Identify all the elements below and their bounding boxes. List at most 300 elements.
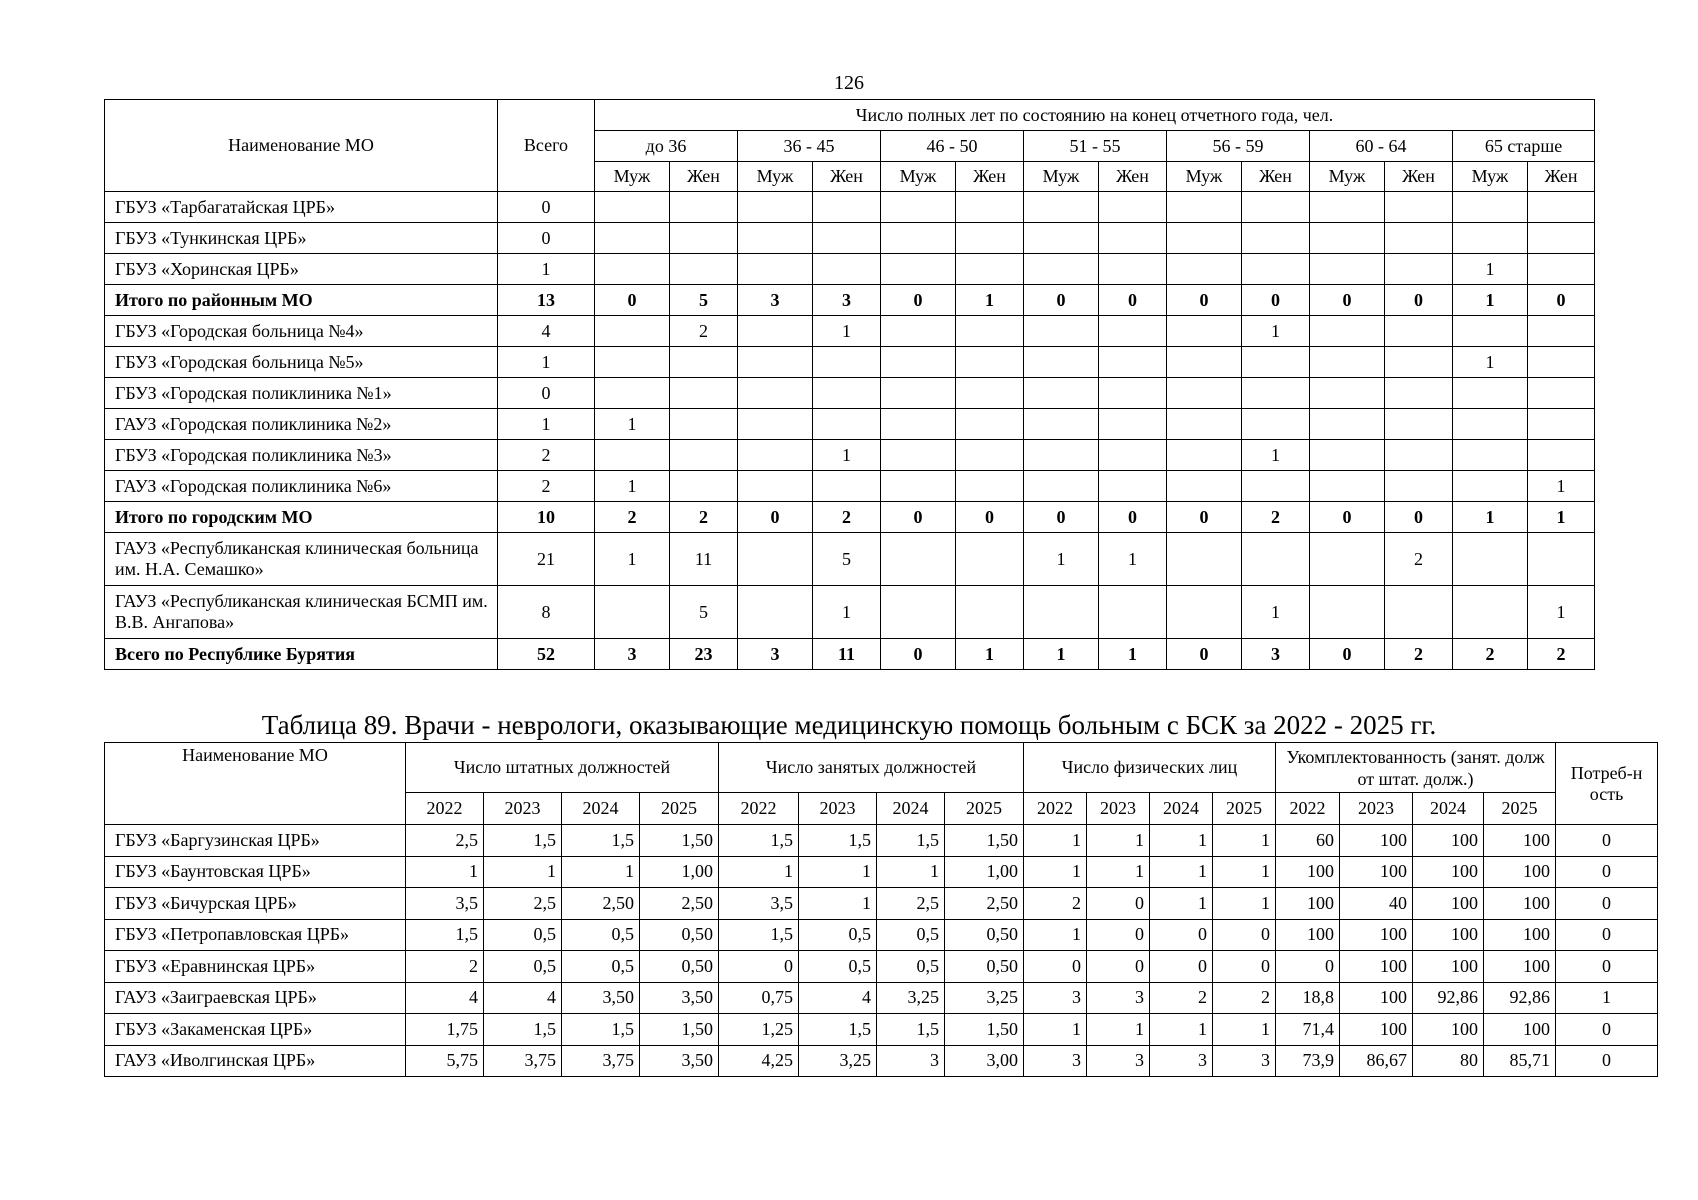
table-cell xyxy=(595,223,670,254)
table-cell xyxy=(881,223,956,254)
table-row xyxy=(105,888,1658,920)
table-cell: 1,50 xyxy=(640,1014,719,1046)
table-cell: 3 xyxy=(1024,1045,1087,1077)
col-header-male: Муж xyxy=(1024,162,1099,192)
table-cell xyxy=(1099,440,1167,471)
col-header-male: Муж xyxy=(595,162,670,192)
table-cell: 0 xyxy=(1213,919,1276,951)
table-cell: 0,50 xyxy=(640,951,719,983)
row-name: ГБУЗ «Городская поликлиника №1» xyxy=(105,378,498,409)
table-cell xyxy=(738,223,813,254)
table-cell xyxy=(1528,254,1595,285)
table-cell xyxy=(1528,223,1595,254)
table-cell: 4 xyxy=(406,982,484,1014)
table-cell: 0,5 xyxy=(562,951,640,983)
table-cell xyxy=(738,586,813,639)
table-cell xyxy=(1453,378,1528,409)
table-cell: 1 xyxy=(1453,347,1528,378)
table-cell: 1 xyxy=(1099,639,1167,670)
table-cell: 1 xyxy=(595,471,670,502)
table-cell xyxy=(813,378,881,409)
table-cell xyxy=(1310,254,1385,285)
table-cell xyxy=(1242,254,1310,285)
table-cell xyxy=(1385,347,1453,378)
table-cell: 1,5 xyxy=(877,1014,945,1046)
table-cell xyxy=(1453,586,1528,639)
table-cell: 0 xyxy=(1310,502,1385,533)
table-cell: 100 xyxy=(1413,888,1484,920)
table-row xyxy=(105,586,1595,639)
table-cell: 1 xyxy=(1213,888,1276,920)
col-header-total: Всего xyxy=(498,100,595,192)
table-cell: 1 xyxy=(719,856,799,888)
table-cell xyxy=(1242,192,1310,223)
table-cell: 1 xyxy=(1087,856,1150,888)
row-name: Итого по районным МО xyxy=(105,285,498,316)
col-header-male: Муж xyxy=(1310,162,1385,192)
table-cell: 0,5 xyxy=(877,919,945,951)
table-cell xyxy=(1024,316,1099,347)
table-cell xyxy=(1167,440,1242,471)
table-cell xyxy=(595,347,670,378)
table-cell: 60 xyxy=(1276,825,1340,857)
table-cell xyxy=(813,223,881,254)
col-header-female: Жен xyxy=(670,162,738,192)
table-cell xyxy=(956,192,1024,223)
table-cell: 0 xyxy=(1087,888,1150,920)
table-cell xyxy=(881,471,956,502)
table-cell: 2,50 xyxy=(640,888,719,920)
row-need: 1 xyxy=(1556,982,1658,1014)
col-header-age-range: 36 - 45 xyxy=(738,131,881,162)
table-cell: 1,5 xyxy=(484,825,562,857)
table-cell: 1 xyxy=(877,856,945,888)
table-cell: 1 xyxy=(406,856,484,888)
table-cell: 3,5 xyxy=(406,888,484,920)
row-name: Всего по Республике Бурятия xyxy=(105,639,498,670)
table-cell xyxy=(670,471,738,502)
table-row xyxy=(105,378,1595,409)
table-cell xyxy=(670,347,738,378)
table-cell xyxy=(1453,409,1528,440)
table-cell: 3,5 xyxy=(719,888,799,920)
table-cell: 1 xyxy=(1024,533,1099,586)
table-cell xyxy=(881,440,956,471)
table-cell xyxy=(1167,223,1242,254)
col-header-age-group: Число полных лет по состоянию на конец отчетного года, чел. xyxy=(595,100,1595,131)
table-cell: 0 xyxy=(1310,285,1385,316)
col-header-group: Число занятых должностей xyxy=(719,743,1024,793)
table-cell xyxy=(1453,223,1528,254)
table-cell: 1 xyxy=(799,888,877,920)
table-row xyxy=(105,440,1595,471)
table-cell xyxy=(1528,347,1595,378)
row-total: 10 xyxy=(498,502,595,533)
table-cell: 100 xyxy=(1276,919,1340,951)
row-name: ГАУЗ «Заиграевская ЦРБ» xyxy=(105,982,406,1014)
table-cell: 2 xyxy=(1385,639,1453,670)
table-cell: 3 xyxy=(813,285,881,316)
table-cell: 0 xyxy=(881,639,956,670)
table-cell: 1,00 xyxy=(945,856,1024,888)
row-total: 8 xyxy=(498,586,595,639)
table-cell xyxy=(670,254,738,285)
table-cell xyxy=(956,409,1024,440)
col-header-year: 2025 xyxy=(1213,793,1276,825)
table-cell xyxy=(1453,533,1528,586)
table-cell: 0 xyxy=(1385,502,1453,533)
col-header-year: 2022 xyxy=(406,793,484,825)
row-need: 0 xyxy=(1556,888,1658,920)
table-cell xyxy=(1099,347,1167,378)
table-cell: 40 xyxy=(1340,888,1413,920)
table-cell: 0,5 xyxy=(799,919,877,951)
table-cell: 0,50 xyxy=(640,919,719,951)
table-cell xyxy=(881,378,956,409)
col-header-year: 2024 xyxy=(562,793,640,825)
table-cell: 1 xyxy=(956,285,1024,316)
col-header-year: 2024 xyxy=(1413,793,1484,825)
table-cell xyxy=(1099,471,1167,502)
table-cell: 3 xyxy=(1024,982,1087,1014)
table-cell xyxy=(1528,440,1595,471)
table-cell: 1 xyxy=(1087,825,1150,857)
table-cell: 100 xyxy=(1413,825,1484,857)
table-cell: 2,5 xyxy=(484,888,562,920)
table-cell xyxy=(595,254,670,285)
row-name: ГАУЗ «Городская поликлиника №6» xyxy=(105,471,498,502)
table-cell xyxy=(1242,378,1310,409)
table-cell xyxy=(595,378,670,409)
row-name: ГБУЗ «Городская поликлиника №3» xyxy=(105,440,498,471)
table-cell: 2 xyxy=(670,502,738,533)
col-header-year: 2025 xyxy=(1484,793,1556,825)
table-cell: 3,25 xyxy=(877,982,945,1014)
table-cell: 1,50 xyxy=(945,825,1024,857)
table-cell: 2,5 xyxy=(406,825,484,857)
table-cell xyxy=(956,347,1024,378)
table-cell: 0 xyxy=(1167,639,1242,670)
table-cell: 73,9 xyxy=(1276,1045,1340,1077)
table-cell: 2 xyxy=(595,502,670,533)
table-cell: 80 xyxy=(1413,1045,1484,1077)
table-cell: 1 xyxy=(1453,502,1528,533)
col-header-year: 2022 xyxy=(1276,793,1340,825)
table-cell: 100 xyxy=(1484,825,1556,857)
table-cell xyxy=(881,347,956,378)
table-cell: 5 xyxy=(670,586,738,639)
table-cell: 1,5 xyxy=(484,1014,562,1046)
table-cell: 1,75 xyxy=(406,1014,484,1046)
table-cell xyxy=(956,440,1024,471)
table-cell xyxy=(1385,254,1453,285)
table-cell: 4,25 xyxy=(719,1045,799,1077)
table-cell: 5 xyxy=(813,533,881,586)
table-cell: 1 xyxy=(813,440,881,471)
table-cell xyxy=(595,192,670,223)
row-name: ГБУЗ «Городская больница №5» xyxy=(105,347,498,378)
row-need: 0 xyxy=(1556,1045,1658,1077)
table-cell xyxy=(670,409,738,440)
table-row xyxy=(105,192,1595,223)
row-need: 0 xyxy=(1556,951,1658,983)
table-cell: 0 xyxy=(738,502,813,533)
table-row xyxy=(105,316,1595,347)
col-header-year: 2023 xyxy=(1087,793,1150,825)
table-cell xyxy=(1453,440,1528,471)
table-cell: 0,50 xyxy=(945,951,1024,983)
table-cell xyxy=(956,586,1024,639)
table-cell xyxy=(1242,347,1310,378)
table-cell xyxy=(670,192,738,223)
table-cell: 3 xyxy=(595,639,670,670)
row-name: ГАУЗ «Иволгинская ЦРБ» xyxy=(105,1045,406,1077)
table-cell xyxy=(1167,378,1242,409)
table-cell xyxy=(1099,316,1167,347)
age-distribution-table xyxy=(104,99,1595,670)
table-cell xyxy=(1385,316,1453,347)
col-header-year: 2022 xyxy=(1024,793,1087,825)
table-cell: 0 xyxy=(1310,639,1385,670)
table-cell: 0 xyxy=(595,285,670,316)
row-name: ГБУЗ «Бичурская ЦРБ» xyxy=(105,888,406,920)
row-need: 0 xyxy=(1556,825,1658,857)
table-cell: 0,5 xyxy=(484,919,562,951)
table-cell: 3,75 xyxy=(562,1045,640,1077)
table-cell: 3 xyxy=(1150,1045,1213,1077)
table-cell: 1 xyxy=(813,316,881,347)
table-cell xyxy=(1385,471,1453,502)
table-cell: 1 xyxy=(562,856,640,888)
table-cell xyxy=(1385,409,1453,440)
table-cell: 100 xyxy=(1340,825,1413,857)
table-row xyxy=(105,825,1658,857)
table-cell xyxy=(1453,316,1528,347)
table-cell xyxy=(1099,409,1167,440)
table-cell xyxy=(1453,192,1528,223)
table-cell xyxy=(1024,378,1099,409)
table-cell: 1 xyxy=(1213,856,1276,888)
col-header-female: Жен xyxy=(1528,162,1595,192)
row-total: 0 xyxy=(498,192,595,223)
table-cell xyxy=(1099,223,1167,254)
table-cell: 100 xyxy=(1276,856,1340,888)
table-cell xyxy=(1310,223,1385,254)
table-cell: 1 xyxy=(1087,1014,1150,1046)
col-header-age-range: до 36 xyxy=(595,131,738,162)
table-cell xyxy=(1310,192,1385,223)
table-cell: 11 xyxy=(813,639,881,670)
table-cell xyxy=(1310,347,1385,378)
table-cell: 1 xyxy=(1024,856,1087,888)
table-cell: 1 xyxy=(1150,856,1213,888)
table-cell xyxy=(1024,586,1099,639)
table-cell: 1 xyxy=(1453,285,1528,316)
table-cell xyxy=(1310,533,1385,586)
table-cell: 1 xyxy=(813,586,881,639)
table-cell xyxy=(881,254,956,285)
table-cell: 2,50 xyxy=(562,888,640,920)
table-cell: 3,50 xyxy=(640,982,719,1014)
row-name: Итого по городским МО xyxy=(105,502,498,533)
table-cell: 1,5 xyxy=(877,825,945,857)
table-cell: 100 xyxy=(1413,951,1484,983)
table-cell xyxy=(1024,223,1099,254)
table-cell: 1 xyxy=(1024,639,1099,670)
row-name: ГБУЗ «Закаменская ЦРБ» xyxy=(105,1014,406,1046)
table-cell: 0,5 xyxy=(484,951,562,983)
col-header-male: Муж xyxy=(738,162,813,192)
table-cell: 1 xyxy=(1150,888,1213,920)
row-name: ГБУЗ «Баунтовская ЦРБ» xyxy=(105,856,406,888)
table-cell: 4 xyxy=(484,982,562,1014)
table-cell xyxy=(956,533,1024,586)
table-cell xyxy=(813,347,881,378)
row-need: 0 xyxy=(1556,1014,1658,1046)
row-total: 1 xyxy=(498,409,595,440)
table-cell: 0 xyxy=(1167,502,1242,533)
table-cell xyxy=(1099,192,1167,223)
row-name: ГБУЗ «Петропавловская ЦРБ» xyxy=(105,919,406,951)
col-header-group: Число физических лиц xyxy=(1024,743,1276,793)
table-row xyxy=(105,1014,1658,1046)
col-header-year: 2023 xyxy=(1340,793,1413,825)
table-cell xyxy=(738,533,813,586)
table-cell xyxy=(813,409,881,440)
table-cell: 0 xyxy=(1385,285,1453,316)
table-cell: 0 xyxy=(881,285,956,316)
table-cell xyxy=(1024,409,1099,440)
table-cell: 100 xyxy=(1340,919,1413,951)
table-cell xyxy=(1310,440,1385,471)
row-total: 52 xyxy=(498,639,595,670)
col-header-age-range: 65 старше xyxy=(1453,131,1595,162)
table-cell xyxy=(1310,586,1385,639)
table-cell xyxy=(813,192,881,223)
table-cell: 1,25 xyxy=(719,1014,799,1046)
table-cell: 1 xyxy=(1242,316,1310,347)
table-cell: 100 xyxy=(1340,951,1413,983)
table-cell xyxy=(1167,533,1242,586)
table-cell: 3 xyxy=(1242,639,1310,670)
col-header-female: Жен xyxy=(813,162,881,192)
table-cell: 3,50 xyxy=(640,1045,719,1077)
table-cell: 0 xyxy=(1528,285,1595,316)
col-header-year: 2023 xyxy=(484,793,562,825)
col-header-female: Жен xyxy=(1385,162,1453,192)
table-row xyxy=(105,502,1595,533)
table-cell xyxy=(881,533,956,586)
table-cell xyxy=(670,223,738,254)
table-cell xyxy=(1242,533,1310,586)
table-row xyxy=(105,254,1595,285)
col-header-female: Жен xyxy=(1242,162,1310,192)
table-row xyxy=(105,409,1595,440)
table-row xyxy=(105,639,1595,670)
table-cell: 100 xyxy=(1484,856,1556,888)
table-cell xyxy=(813,254,881,285)
table-cell: 0 xyxy=(1024,285,1099,316)
table-cell xyxy=(881,586,956,639)
table-cell: 71,4 xyxy=(1276,1014,1340,1046)
row-total: 0 xyxy=(498,223,595,254)
table-cell: 0 xyxy=(1213,951,1276,983)
table-cell: 1,00 xyxy=(640,856,719,888)
table-cell xyxy=(1024,471,1099,502)
table-cell xyxy=(595,586,670,639)
table-cell: 1 xyxy=(1453,254,1528,285)
table-cell xyxy=(881,316,956,347)
row-name: ГБУЗ «Тункинская ЦРБ» xyxy=(105,223,498,254)
table-cell xyxy=(1024,347,1099,378)
table-row xyxy=(105,1045,1658,1077)
row-total: 13 xyxy=(498,285,595,316)
table-cell xyxy=(1310,471,1385,502)
row-total: 1 xyxy=(498,347,595,378)
row-name: ГБУЗ «Городская больница №4» xyxy=(105,316,498,347)
table-cell: 2 xyxy=(1150,982,1213,1014)
table-cell xyxy=(738,192,813,223)
table-cell: 100 xyxy=(1413,1014,1484,1046)
table-cell xyxy=(1099,378,1167,409)
table-cell: 1 xyxy=(1213,1014,1276,1046)
table-cell xyxy=(1528,192,1595,223)
table-cell: 3,00 xyxy=(945,1045,1024,1077)
table-cell: 0,50 xyxy=(945,919,1024,951)
row-total: 0 xyxy=(498,378,595,409)
table-cell xyxy=(738,316,813,347)
table-cell: 3 xyxy=(738,285,813,316)
col-header-age-range: 51 - 55 xyxy=(1024,131,1167,162)
table-cell: 2,50 xyxy=(945,888,1024,920)
table-cell: 3 xyxy=(738,639,813,670)
table-cell xyxy=(670,378,738,409)
table-cell: 2 xyxy=(406,951,484,983)
col-header-female: Жен xyxy=(1099,162,1167,192)
table-cell: 0 xyxy=(1167,285,1242,316)
table-cell xyxy=(1528,378,1595,409)
table-cell: 85,71 xyxy=(1484,1045,1556,1077)
table-cell: 3,25 xyxy=(799,1045,877,1077)
table-cell xyxy=(738,471,813,502)
row-name: ГБУЗ «Еравнинская ЦРБ» xyxy=(105,951,406,983)
table-cell: 1 xyxy=(1242,586,1310,639)
table-cell: 2,5 xyxy=(877,888,945,920)
table-cell: 0 xyxy=(1242,285,1310,316)
table-cell: 1,50 xyxy=(945,1014,1024,1046)
table-cell: 1 xyxy=(1099,533,1167,586)
row-need: 0 xyxy=(1556,919,1658,951)
table-cell: 86,67 xyxy=(1340,1045,1413,1077)
table-row xyxy=(105,951,1658,983)
table-row xyxy=(105,285,1595,316)
table-cell xyxy=(956,316,1024,347)
table-cell xyxy=(1528,409,1595,440)
table-cell: 23 xyxy=(670,639,738,670)
table-cell: 1 xyxy=(799,856,877,888)
table-cell: 2 xyxy=(1385,533,1453,586)
table-cell: 100 xyxy=(1484,888,1556,920)
col-header-year: 2024 xyxy=(877,793,945,825)
table-cell xyxy=(1024,440,1099,471)
table-cell: 3 xyxy=(877,1045,945,1077)
table-cell xyxy=(1024,254,1099,285)
table-cell xyxy=(595,440,670,471)
table-cell: 5,75 xyxy=(406,1045,484,1077)
table-cell: 1 xyxy=(1528,586,1595,639)
row-total: 4 xyxy=(498,316,595,347)
table-cell: 1 xyxy=(956,639,1024,670)
